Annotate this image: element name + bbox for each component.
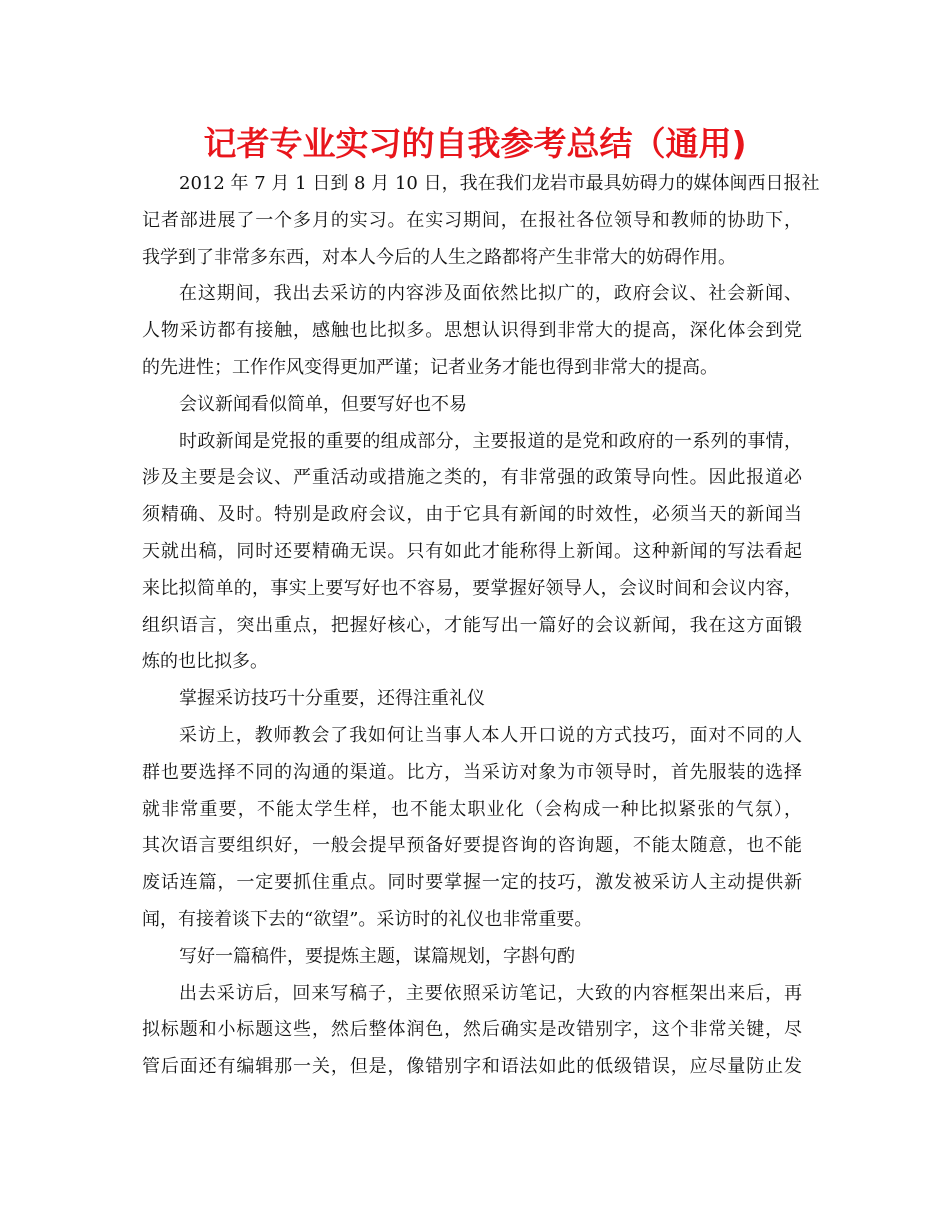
document-body [142,166,820,1086]
paragraph-line: 天就出稿，同时还要精确无误。只有如此才能称得上新闻。这种新闻的写法看起 [142,540,802,562]
paragraph-line: 2012 年 7 月 1 日到 8 月 10 日，我在我们龙岩市最具妨碍力的媒体闽西日报社 [179,173,820,194]
paragraph-line: 拟标题和小标题这些，然后整体润色，然后确实是改错别字，这个非常关键，尽 [142,1019,802,1041]
section-heading: 写好一篇稿件，要提炼主题，谋篇规划，字斟句酌 [179,945,575,967]
paragraph-line: 其次语言要组织好，一般会提早预备好要提咨询的咨询题，不能太随意，也不能 [142,835,802,857]
paragraph-line: 人物采访都有接触，感触也比拟多。思想认识得到非常大的提高，深化体会到党 [142,320,802,342]
paragraph-line: 废话连篇，一定要抓住重点。同时要掌握一定的技巧，激发被采访人主动提供新 [142,872,802,894]
paragraph-line: 来比拟简单的，事实上要写好也不容易，要掌握好领导人，会议时间和会议内容， [142,577,802,599]
document-title: 记者专业实习的自我参考总结（通用) [203,124,747,163]
paragraph-line: 须精确、及时。特别是政府会议，由于它具有新闻的时效性，必须当天的新闻当 [142,504,802,526]
paragraph-line: 就非常重要，不能太学生样，也不能太职业化（会构成一种比拟紧张的气氛）， [142,798,802,820]
paragraph-line: 出去采访后，回来写稿子，主要依照采访笔记，大致的内容框架出来后，再 [179,982,802,1004]
paragraph-line: 群也要选择不同的沟通的渠道。比方，当采访对象为市领导时，首先服装的选择 [142,761,802,783]
section-heading: 掌握采访技巧十分重要，还得注重礼仪 [179,688,485,710]
paragraph-line: 在这期间，我出去采访的内容涉及面依然比拟广的，政府会议、社会新闻、 [179,283,802,305]
paragraph-line: 管后面还有编辑那一关，但是，像错别字和语法如此的低级错误，应尽量防止发 [142,1056,802,1078]
paragraph-line: 组织语言，突出重点，把握好核心，才能写出一篇好的会议新闻，我在这方面锻 [142,614,802,636]
paragraph-line: 闻，有接着谈下去的“欲望”。采访时的礼仪也非常重要。 [142,908,593,930]
paragraph-line: 的先进性；工作作风变得更加严谨；记者业务才能也得到非常大的提高。 [142,356,718,378]
paragraph-line: 我学到了非常多东西，对本人今后的人生之路都将产生非常大的妨碍作用。 [142,246,736,268]
paragraph-line: 炼的也比拟多。 [142,651,268,673]
section-heading: 会议新闻看似简单，但要写好也不易 [179,393,467,415]
paragraph-line: 时政新闻是党报的重要的组成部分，主要报道的是党和政府的一系列的事情， [179,430,802,452]
paragraph-line: 记者部进展了一个多月的实习。在实习期间，在报社各位领导和教师的协助下， [142,209,802,231]
paragraph-line: 涉及主要是会议、严重活动或措施之类的，有非常强的政策导向性。因此报道必 [142,467,802,489]
paragraph-line: 采访上，教师教会了我如何让当事人本人开口说的方式技巧，面对不同的人 [179,724,802,746]
